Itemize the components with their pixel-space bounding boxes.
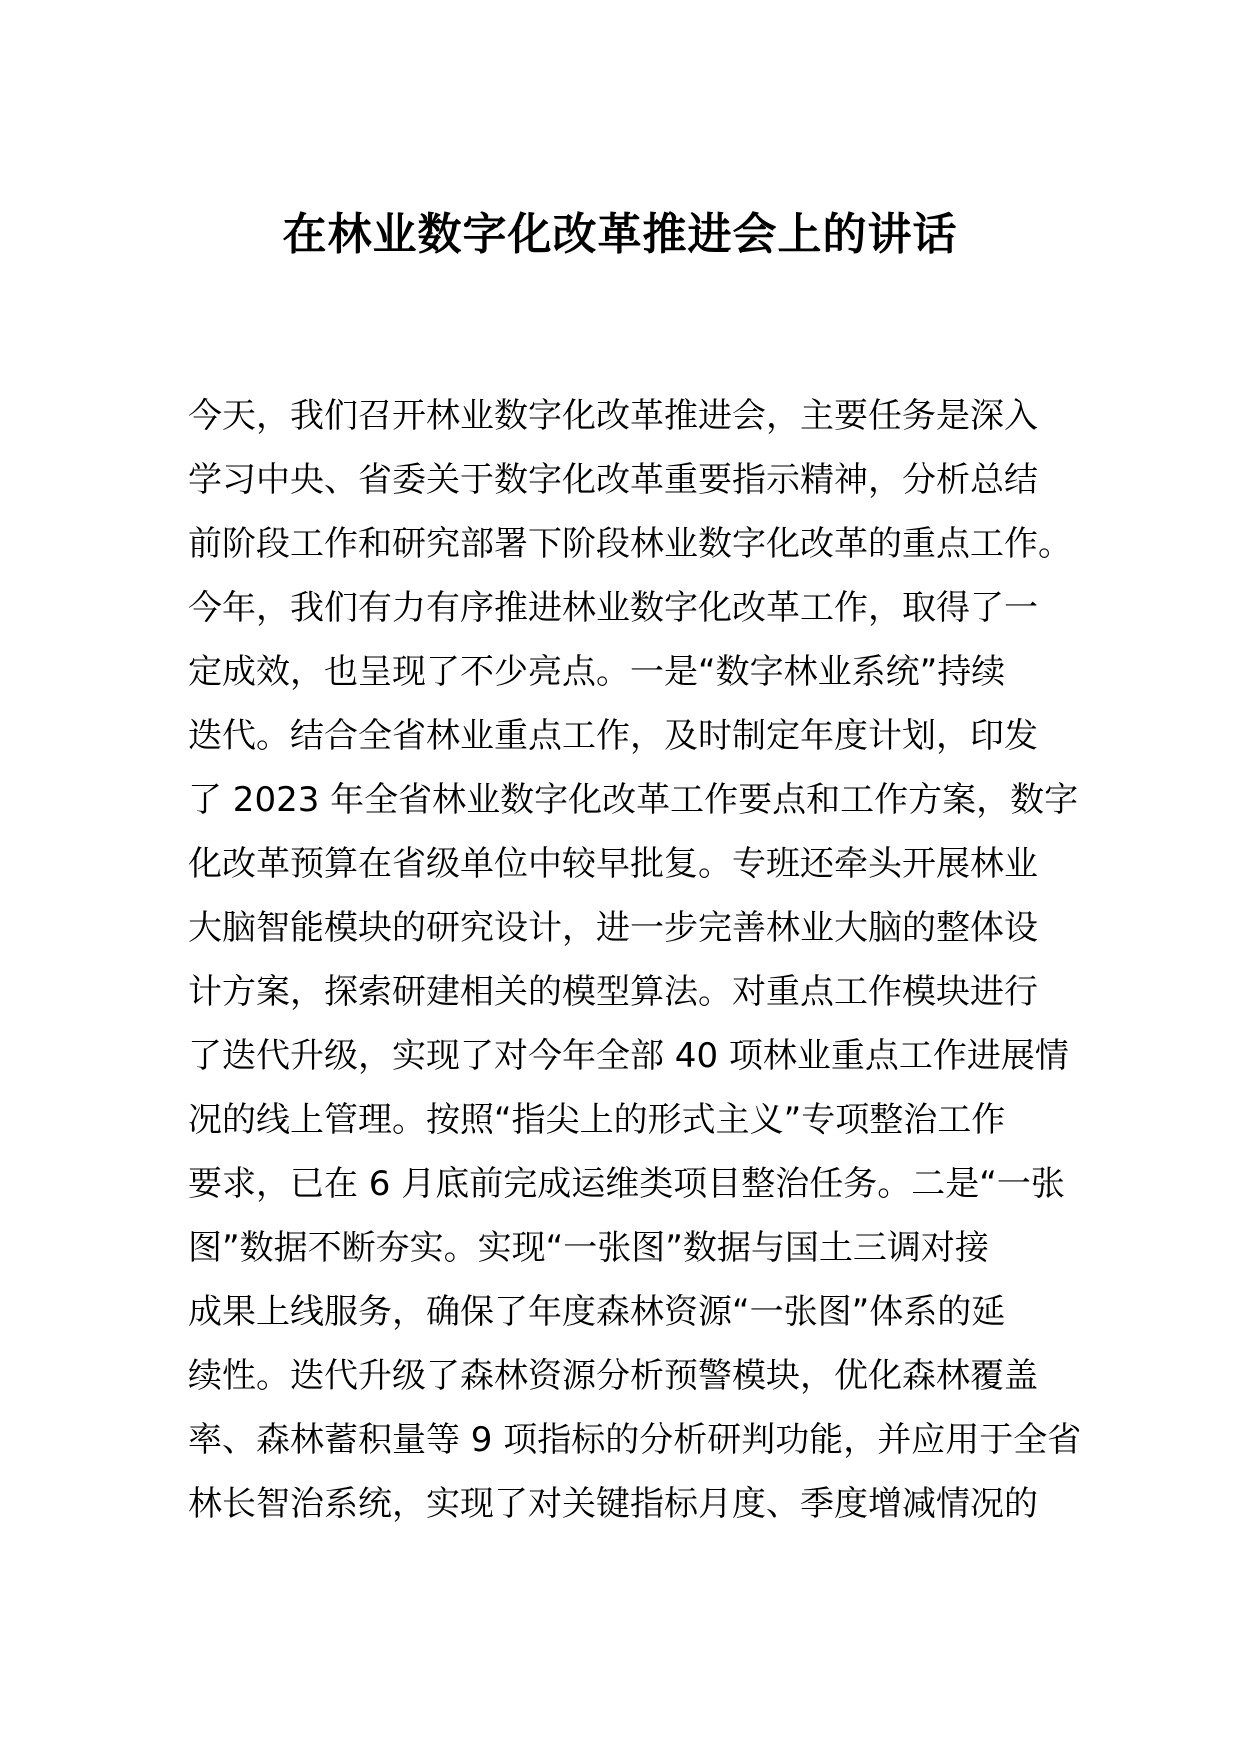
document-body [188, 384, 1082, 1536]
body-line: 况的线上管理。按照“指尖上的形式主义”专项整治工作 [188, 1100, 1006, 1140]
body-line: 大脑智能模块的研究设计，进一步完善林业大脑的整体设 [188, 908, 1038, 948]
body-line: 迭代。结合全省林业重点工作，及时制定年度计划，印发 [188, 716, 1038, 756]
document-title: 在林业数字化改革推进会上的讲话 [282, 209, 958, 260]
body-line: 定成效，也呈现了不少亮点。一是“数字林业系统”持续 [188, 652, 1006, 692]
body-line: 化改革预算在省级单位中较早批复。专班还牵头开展林业 [188, 844, 1038, 884]
body-line: 图”数据不断夯实。实现“一张图”数据与国土三调对接 [188, 1228, 989, 1268]
body-line: 林长智治系统，实现了对关键指标月度、季度增减情况的 [188, 1484, 1038, 1524]
body-line: 了 2023 年全省林业数字化改革工作要点和工作方案，数字 [188, 780, 1079, 820]
body-line: 前阶段工作和研究部署下阶段林业数字化改革的重点工作。 [188, 524, 1072, 564]
body-line: 计方案，探索研建相关的模型算法。对重点工作模块进行 [188, 972, 1038, 1012]
body-line: 要求，已在 6 月底前完成运维类项目整治任务。二是“一张 [188, 1164, 1065, 1204]
body-line: 成果上线服务，确保了年度森林资源“一张图”体系的延 [188, 1292, 1006, 1332]
body-line: 率、森林蓄积量等 9 项指标的分析研判功能，并应用于全省 [188, 1420, 1082, 1460]
body-line: 了迭代升级，实现了对今年全部 40 项林业重点工作进展情 [188, 1036, 1069, 1076]
body-line: 今年，我们有力有序推进林业数字化改革工作，取得了一 [188, 588, 1038, 628]
body-line: 续性。迭代升级了森林资源分析预警模块，优化森林覆盖 [188, 1356, 1038, 1396]
body-line: 学习中央、省委关于数字化改革重要指示精神，分析总结 [188, 460, 1038, 500]
body-line: 今天，我们召开林业数字化改革推进会，主要任务是深入 [188, 396, 1038, 436]
